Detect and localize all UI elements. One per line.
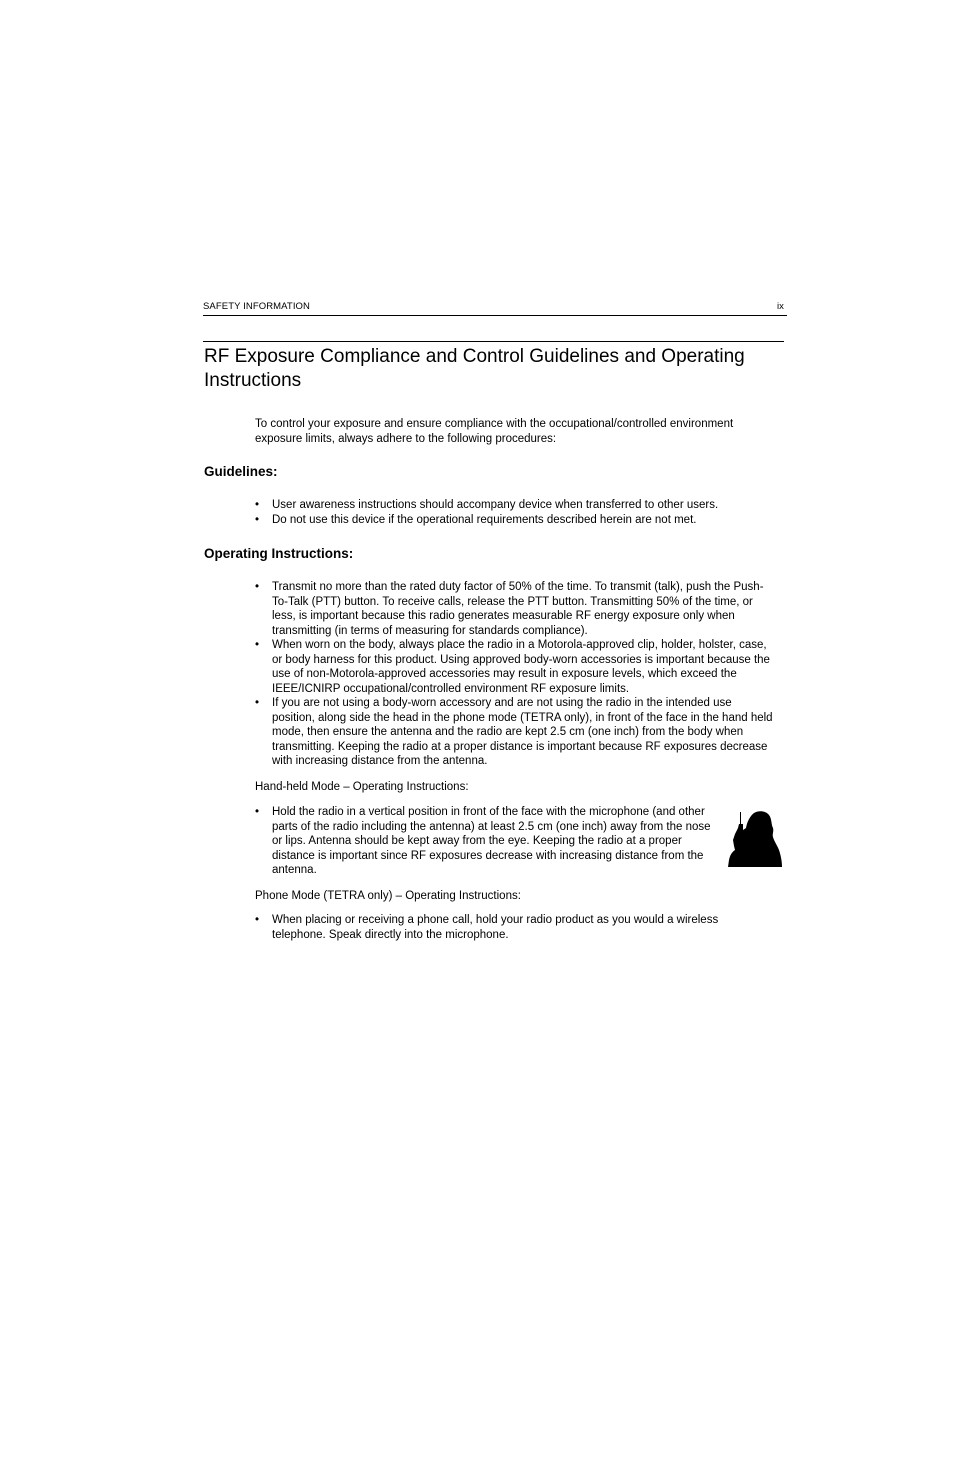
- bullet-icon: •: [255, 639, 260, 651]
- list-item-text: Transmit no more than the rated duty factor of 50% of the time. To transmit (talk), push the Push-To-Talk (PTT) button. To receive calls, release the PTT button. Transmitting 50% of the time, or less, is important because this radio generates measurable RF energy exposure only when transmitting (in terms of measuring for standards compliance).: [272, 581, 764, 637]
- list-item-text: If you are not using a body-worn accessory and are not using the radio in the intended use position, along side the head in the phone mode (TETRA only), in front of the face in the hand held mode, then ensure the antenna and the radio are kept 2.5 cm (one inch) from the body when transmitting. Keeping the radio at a proper distance is important because RF exposures decrease with increasing distance from the antenna.: [272, 697, 773, 767]
- person-holding-radio-icon: [726, 810, 782, 867]
- list-item: [255, 696, 775, 769]
- list-item: [255, 638, 775, 696]
- handheld-mode-label: Hand-held Mode – Operating Instructions:: [255, 781, 469, 793]
- bullet-icon: •: [255, 581, 260, 593]
- list-item-text: Do not use this device if the operational requirements described herein are not met.: [272, 513, 697, 526]
- bullet-icon: •: [255, 499, 260, 511]
- list-item-text: When placing or receiving a phone call, hold your radio product as you would a wireless telephone. Speak directly into the microphone.: [272, 914, 719, 941]
- page-title: RF Exposure Compliance and Control Guidelines and Operating Instructions: [204, 346, 745, 391]
- guidelines-list: [255, 498, 775, 527]
- list-item: [255, 580, 775, 638]
- title-rule: [203, 341, 784, 342]
- guidelines-heading: Guidelines:: [204, 464, 278, 479]
- operating-instructions-heading: Operating Instructions:: [204, 546, 354, 561]
- operating-instructions-list: [255, 580, 775, 769]
- list-item-text: Hold the radio in a vertical position in front of the face with the microphone (and other parts of the radio including the antenna) at least 2.5 cm (one inch) away from the nose or lips. Antenna should be kept away from the eye. Keeping the radio at a proper distance is important since RF exposures decrease with increasing distance from the antenna.: [272, 806, 711, 876]
- bullet-icon: •: [255, 513, 260, 526]
- handheld-mode-list: [255, 805, 720, 878]
- list-item: [255, 513, 775, 528]
- page-number: ix: [776, 301, 784, 312]
- list-item: [255, 913, 755, 942]
- list-item: [255, 498, 775, 513]
- list-item: [255, 805, 720, 878]
- list-item-text: When worn on the body, always place the radio in a Motorola-approved clip, holder, holster, case, or body harness for this product. Using approved body-worn accessories is important because the use of non-Motorola-approved accessories may result in exposure levels, which exceed the IEEE/ICNIRP occupational/controlled environment RF exposure limits.: [272, 639, 770, 695]
- header-section-title: SAFETY INFORMATION: [203, 301, 311, 312]
- running-header: [203, 300, 787, 316]
- bullet-icon: •: [255, 914, 260, 926]
- phone-mode-list: [255, 913, 755, 942]
- bullet-icon: •: [255, 806, 260, 818]
- phone-mode-label: Phone Mode (TETRA only) – Operating Instructions:: [255, 890, 521, 902]
- list-item-text: User awareness instructions should accompany device when transferred to other users.: [272, 499, 719, 511]
- bullet-icon: •: [255, 697, 260, 709]
- intro-paragraph: To control your exposure and ensure compliance with the occupational/controlled environment exposure limits, always adhere to the following procedures:: [255, 418, 734, 445]
- silhouette-shape: [728, 811, 782, 867]
